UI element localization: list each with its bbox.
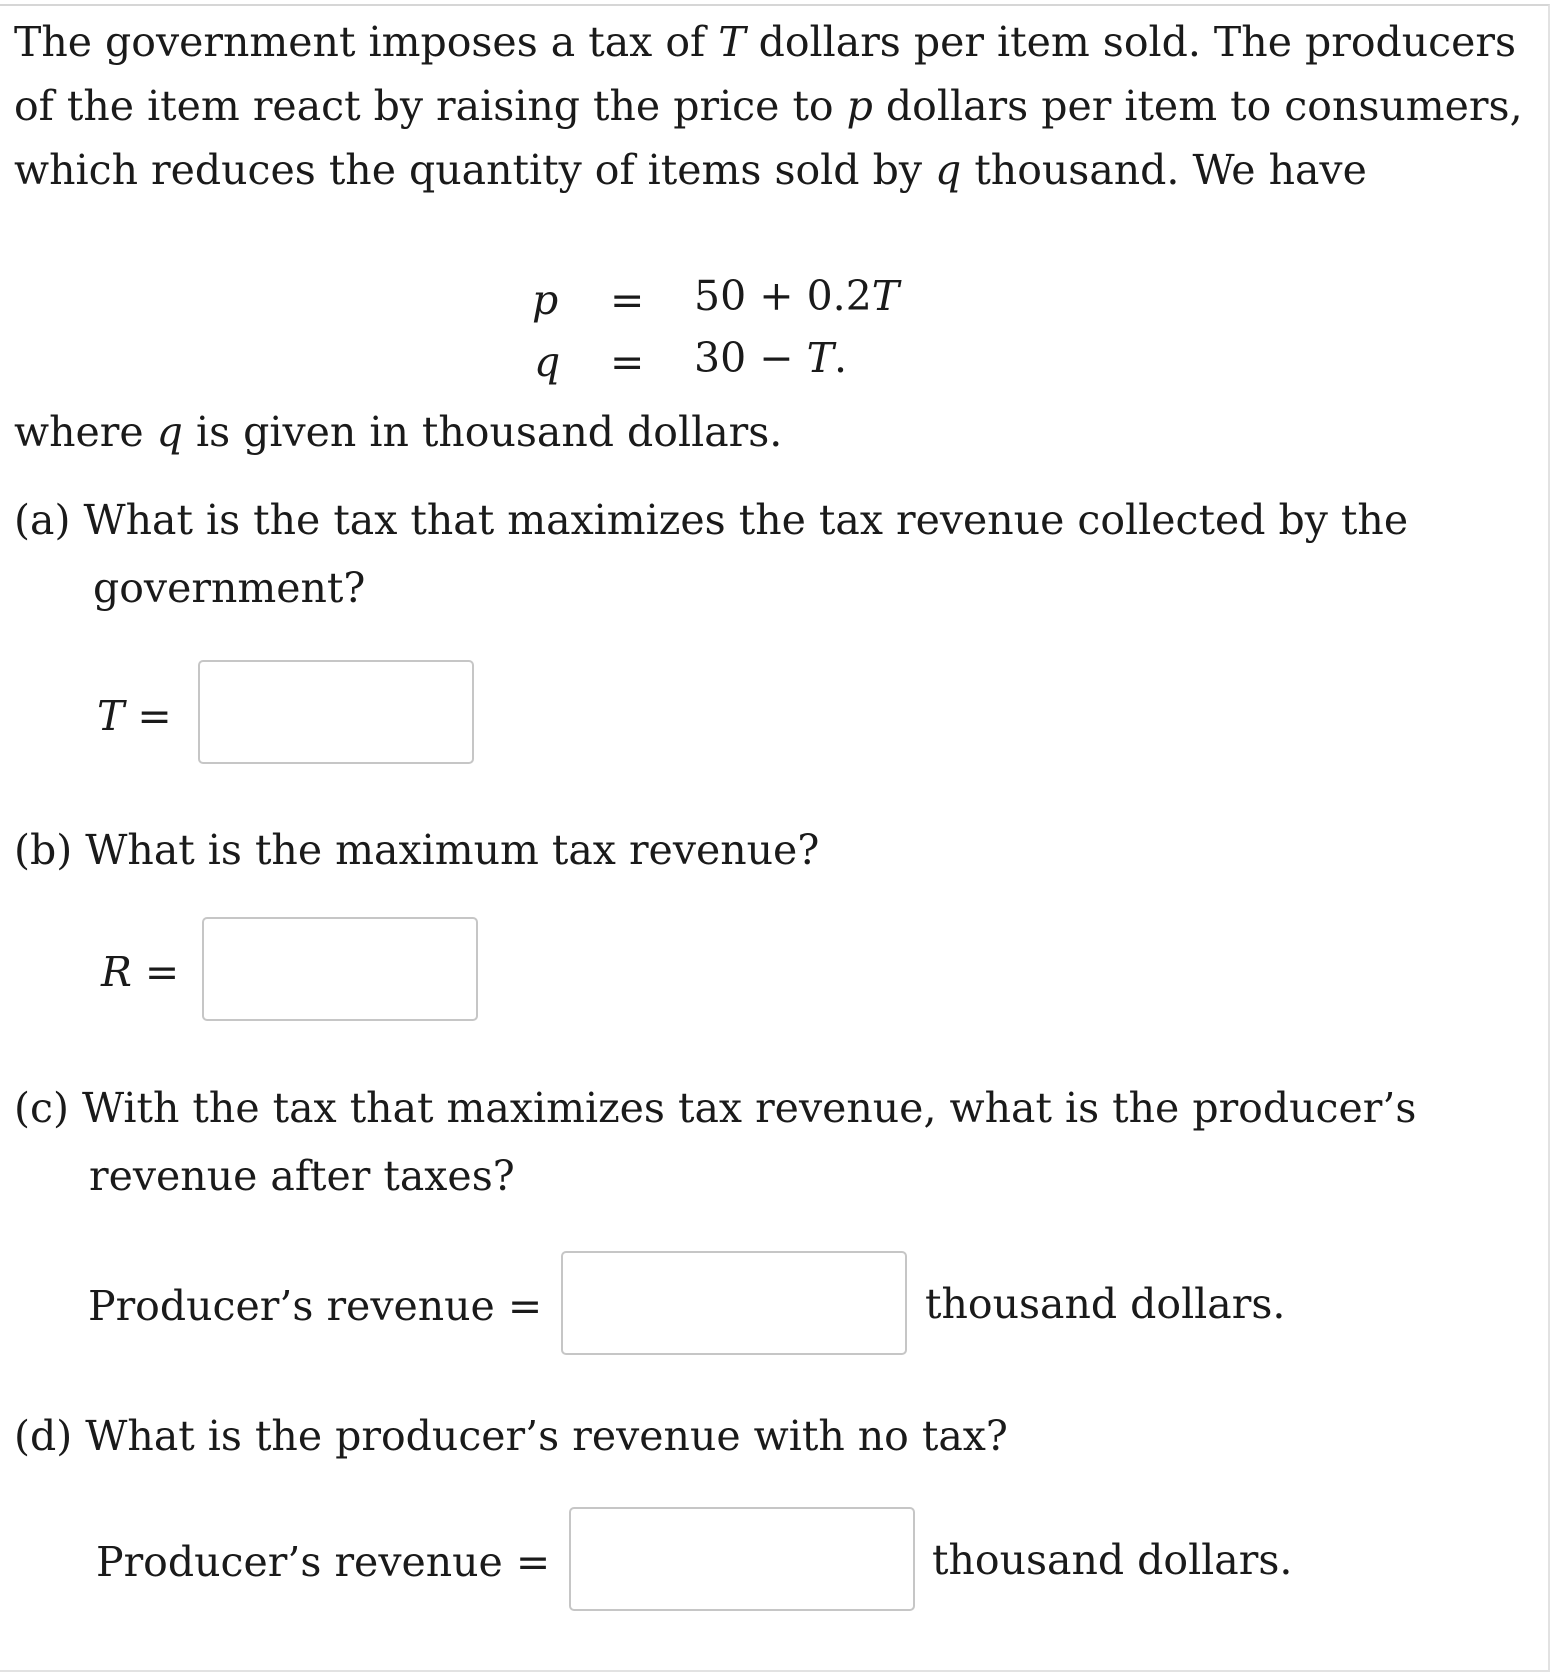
where-line xyxy=(14,406,782,458)
intro-text: The government imposes a tax of xyxy=(14,18,719,66)
eq1-rhs-var: T xyxy=(871,272,900,320)
part-d-question: (d) What is the producer’s revenue with no tax? xyxy=(14,1412,1008,1460)
var-t: T xyxy=(718,18,746,66)
intro-text: dollars per item sold. The producers of the item react by raising the price to xyxy=(14,18,1517,130)
var-t: T xyxy=(97,692,125,740)
tax-answer-input[interactable] xyxy=(198,660,474,764)
part-c-question-line2: revenue after taxes? xyxy=(89,1152,515,1200)
part-a-question-line2: government? xyxy=(93,564,366,612)
part-b-question: (b) What is the maximum tax revenue? xyxy=(14,826,820,874)
eq2-rhs-end: . xyxy=(833,334,847,382)
problem-intro xyxy=(14,10,1534,202)
var-p: p xyxy=(846,82,873,130)
var-r: R xyxy=(101,948,132,996)
eq1-rhs-const: 50 + 0.2 xyxy=(694,272,872,320)
eq2-rhs-const: 30 − xyxy=(694,334,807,382)
part-c-question-line1: (c) With the tax that maximizes tax revenue, what is the producer’s xyxy=(14,1084,1417,1132)
eq1-lhs: p xyxy=(532,276,559,324)
max-revenue-input[interactable] xyxy=(202,917,478,1021)
var-q: q xyxy=(156,408,183,456)
part-d-unit: thousand dollars. xyxy=(932,1536,1293,1584)
eq2-rhs xyxy=(694,332,847,384)
producer-revenue-no-tax-input[interactable] xyxy=(569,1507,915,1611)
intro-text: dollars per item to consumers, which reduces the quantity of items sold by xyxy=(14,82,1523,194)
eq2-lhs: q xyxy=(534,338,561,386)
part-c-unit: thousand dollars. xyxy=(925,1280,1286,1328)
part-a-question-line1: (a) What is the tax that maximizes the tax revenue collected by the xyxy=(14,496,1409,544)
part-a-label xyxy=(97,690,172,742)
part-d-label: Producer’s revenue = xyxy=(96,1538,551,1586)
var-q: q xyxy=(935,146,962,194)
part-b-label xyxy=(101,946,179,998)
part-c-label: Producer’s revenue = xyxy=(88,1282,543,1330)
eq1-rhs xyxy=(694,270,899,322)
where-text: where xyxy=(14,408,157,456)
where-text: is given in thousand dollars. xyxy=(182,408,783,456)
equals-sign: = xyxy=(131,948,180,996)
eq2-equals: = xyxy=(610,338,645,386)
intro-text: thousand. We have xyxy=(961,146,1367,194)
producer-revenue-after-tax-input[interactable] xyxy=(561,1251,907,1355)
eq2-rhs-var: T xyxy=(806,334,834,382)
eq1-equals: = xyxy=(610,276,645,324)
equals-sign: = xyxy=(124,692,172,740)
